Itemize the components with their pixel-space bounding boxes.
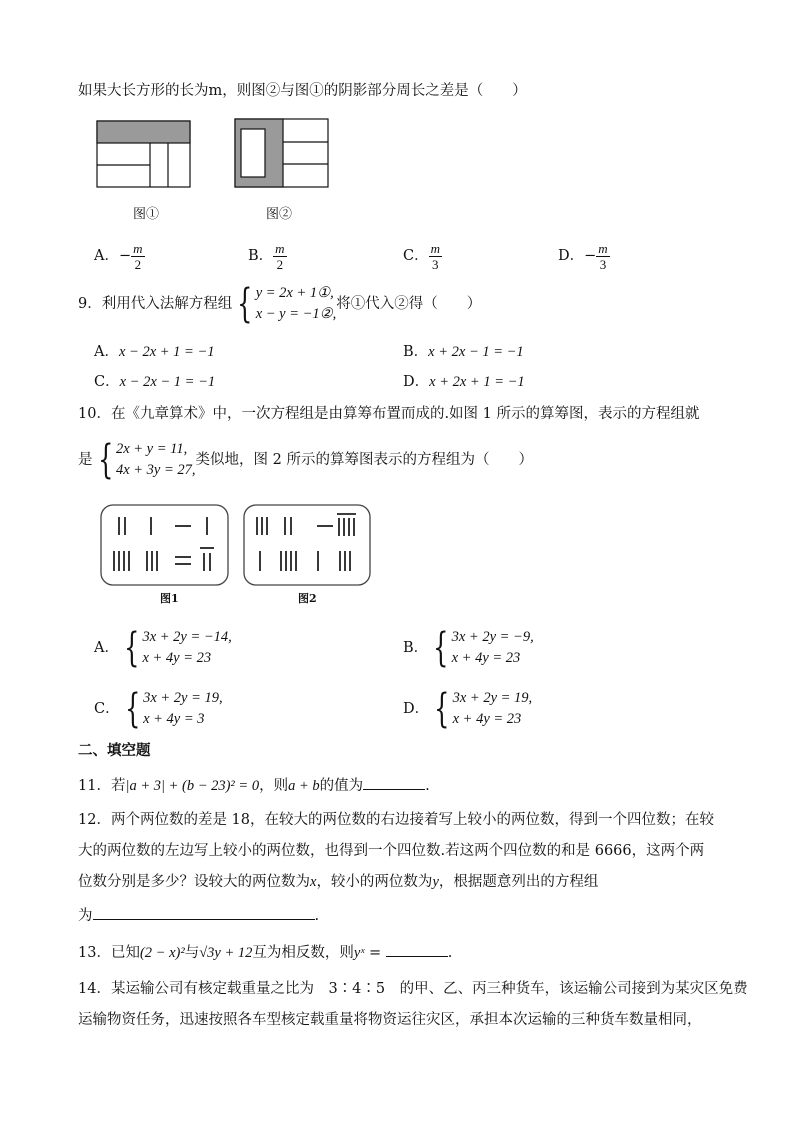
rod-figure-2-label: 图2 — [298, 592, 317, 605]
counting-rod-figures — [100, 504, 372, 610]
q13-stem: 13．已知(2 − x)²与√3y + 12互为相反数，则yˣ = . — [78, 940, 452, 963]
figure-2-label: 图② — [266, 207, 293, 222]
q12-line3: 位数分别是多少？设较大的两位数为x，较小的两位数为y，根据题意列出的方程组 — [78, 874, 599, 890]
q14-line2: 运输物资任务，迅速按照各车型核定载重量将物资运往灾区，承担本次运输的三种货车数量相同， — [78, 1012, 702, 1028]
q13-answer-blank[interactable] — [386, 940, 448, 957]
q9-option-c: C．x − 2x − 1 = −1 — [94, 374, 216, 390]
q10-option-a: A． { 3x + 2y = −14, x + 4y = 23 — [94, 625, 232, 671]
q12-answer-blank[interactable] — [93, 903, 315, 920]
figure-1 — [96, 120, 194, 190]
q8-stem: 如果大长方形的长为m，则图②与图①的阴影部分周长之差是（ ） — [78, 83, 527, 99]
q9-stem: 9．利用代入法解方程组 { y = 2x + 1①, x − y = −1②, 将①代入②得（ ） — [78, 281, 482, 327]
q11-stem: 11．若|a + 3| + (b − 23)² = 0，则a + b的值为 . — [78, 773, 430, 796]
q10-option-c: C． { 3x + 2y = 19, x + 4y = 3 — [94, 686, 223, 732]
q9-option-a: A．x − 2x + 1 = −1 — [94, 344, 215, 360]
section-title: 二、填空题 — [78, 743, 151, 759]
q10-line2: 是 { 2x + y = 11, 4x + 3y = 27, 类似地，图 2 所示的算筹图表示的方程组为（ ） — [78, 437, 533, 483]
q10-line1: 10．在《九章算术》中，一次方程组是由算筹布置而成的.如图 1 所示的算筹图，表示的方程组就 — [78, 406, 700, 422]
q10-option-d: D． { 3x + 2y = 19, x + 4y = 23 — [403, 686, 533, 732]
q12-line4: 为 . — [78, 903, 319, 926]
q8-option-c: C． $\frac{m}{3}$ — [403, 240, 440, 272]
q12-line1: 12．两个两位数的差是 18，在较大的两位数的右边接着写上较小的两位数，得到一个四位数；在较 — [78, 812, 715, 828]
q14-line1: 14．某运输公司有核定载重量之比为 3∶4∶5 的甲、乙、丙三种货车，该运输公司接到为某灾区免费 — [78, 981, 748, 997]
figure-2 — [234, 118, 332, 190]
q8-option-d: D．− $\frac{m}{3}$ — [558, 240, 608, 272]
figure-1-label: 图① — [133, 207, 160, 222]
q12-line2: 大的两位数的左边写上较小的两位数，也得到一个四位数.若这两个四位数的和是 6666，这两个两 — [78, 843, 705, 859]
q11-answer-blank[interactable] — [363, 773, 425, 790]
q9-option-b: B．x + 2x − 1 = −1 — [403, 344, 524, 360]
q8-option-b: B． $\frac{m}{2}$ — [248, 240, 285, 272]
q9-option-d: D．x + 2x + 1 = −1 — [403, 374, 525, 390]
q8-option-a: A．− $\frac{m}{2}$ — [94, 240, 143, 272]
q10-option-b: B． { 3x + 2y = −9, x + 4y = 23 — [403, 625, 534, 671]
rod-figure-1-label: 图1 — [160, 592, 179, 605]
